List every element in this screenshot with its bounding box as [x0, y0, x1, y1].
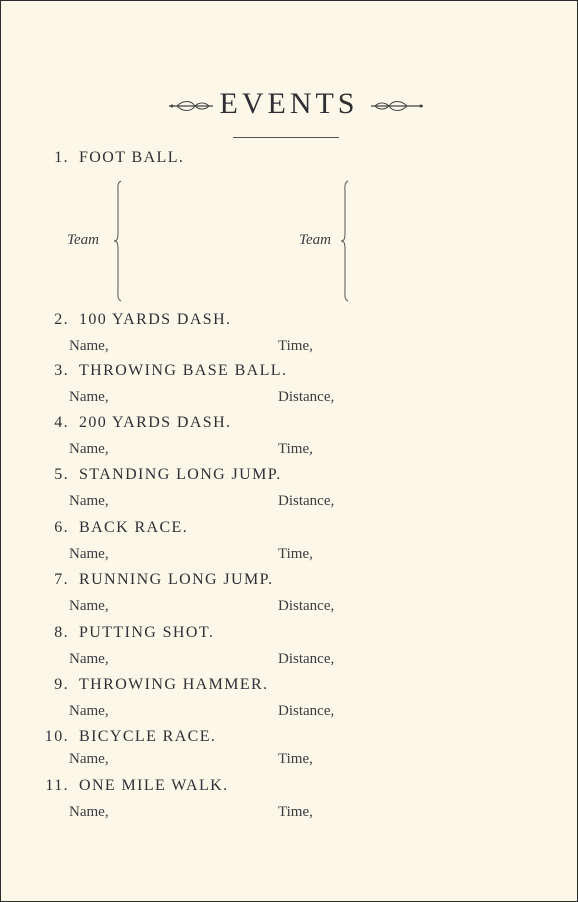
right-team-brace: [338, 179, 352, 303]
result-label: Time,: [278, 804, 313, 820]
event-item: [1, 362, 287, 380]
name-label: Name,: [69, 651, 109, 667]
event-name: THROWING HAMMER.: [79, 676, 269, 693]
result-label: Time,: [278, 751, 313, 767]
event-name: FOOT BALL.: [79, 149, 185, 166]
event-item: [1, 624, 214, 642]
result-label: Distance,: [278, 389, 335, 405]
event-item: [1, 311, 231, 329]
event-number: 10.: [44, 728, 69, 745]
result-label: Time,: [278, 338, 313, 354]
left-team-brace: [111, 179, 125, 303]
event-name: BICYCLE RACE.: [79, 728, 217, 745]
result-label: Distance,: [278, 651, 335, 667]
result-label: Distance,: [278, 598, 335, 614]
name-label: Name,: [69, 338, 109, 354]
title-divider: [233, 137, 339, 138]
event-item: [1, 676, 269, 694]
result-label: Distance,: [278, 493, 335, 509]
right-flourish-ornament: [369, 99, 425, 113]
event-name: RUNNING LONG JUMP.: [79, 571, 274, 588]
event-item: [1, 519, 188, 537]
name-label: Name,: [69, 441, 109, 457]
event-number: 3.: [54, 362, 69, 379]
result-label: Time,: [278, 546, 313, 562]
event-name: PUTTING SHOT.: [79, 624, 215, 641]
event-number: 9.: [54, 676, 69, 693]
event-item: [1, 466, 282, 484]
event-number: 4.: [54, 414, 69, 431]
name-label: Name,: [69, 389, 109, 405]
events-heading: [1, 87, 577, 127]
event-name: THROWING BASE BALL.: [79, 362, 288, 379]
event-number: 7.: [54, 571, 69, 588]
page-title: EVENTS: [219, 87, 359, 120]
event-item: [1, 777, 229, 795]
name-label: Name,: [69, 804, 109, 820]
event-number: 1.: [54, 149, 69, 166]
event-number: 11.: [45, 777, 69, 794]
event-item: [1, 571, 274, 589]
event-name: 200 YARDS DASH.: [79, 414, 232, 431]
event-name: 100 YARDS DASH.: [79, 311, 232, 328]
event-item: [1, 149, 184, 167]
name-label: Name,: [69, 493, 109, 509]
event-name: BACK RACE.: [79, 519, 189, 536]
event-number: 8.: [54, 624, 69, 641]
event-number: 2.: [54, 311, 69, 328]
event-item: [1, 414, 231, 432]
event-name: ONE MILE WALK.: [79, 777, 229, 794]
team-left-label: Team: [67, 232, 99, 248]
team-right-label: Team: [299, 232, 331, 248]
name-label: Name,: [69, 546, 109, 562]
event-number: 6.: [54, 519, 69, 536]
result-label: Time,: [278, 441, 313, 457]
result-label: Distance,: [278, 703, 335, 719]
event-item: [1, 728, 216, 746]
name-label: Name,: [69, 598, 109, 614]
event-name: STANDING LONG JUMP.: [79, 466, 282, 483]
name-label: Name,: [69, 703, 109, 719]
event-number: 5.: [54, 466, 69, 483]
name-label: Name,: [69, 751, 109, 767]
